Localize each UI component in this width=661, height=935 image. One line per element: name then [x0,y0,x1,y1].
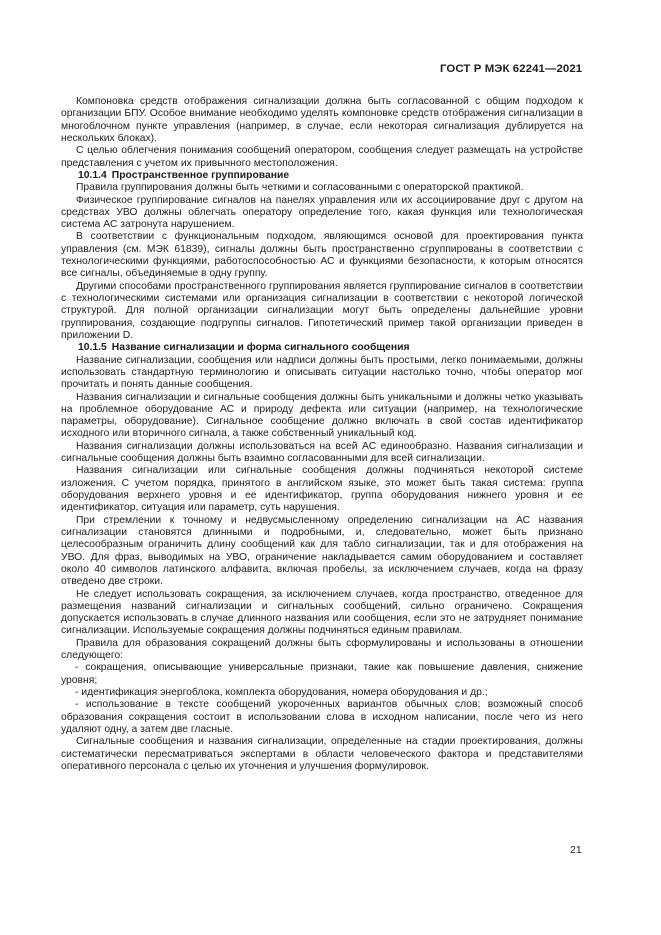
paragraph: Названия сигнализации и сигнальные сообщения должны быть уникальными и должны четко указывать на проблемное оборудование АС и природу дефекта или ситуации (например, на технологические параметры, оборудование). Сигнальное сообщение должно включать в свой состав идентификатор исходного или вторичного сигнала, а также собственный уникальный код. [61,391,583,440]
section-heading [61,342,583,354]
list-item: - использование в тексте сообщений укороченных вариантов обычных слов; возможный способ образования сокращения состоит в использовании слова в исходном написании, после чего из него удаляют одну, а затем две гласные. [61,699,583,735]
document-header: ГОСТ Р МЭК 62241—2021 [440,63,583,75]
section-number: 10.1.4 [78,169,107,181]
section-number: 10.1.5 [78,342,107,354]
paragraph: Правила группирования должны быть четкими и согласованными с операторской практикой. [76,182,524,194]
section-heading [61,170,583,182]
list-item: - идентификация энергоблока, комплекта оборудования, номера оборудования и др.; [75,687,488,698]
section-title: Пространственное группирование [111,169,290,181]
paragraph: Другими способами пространственного группирования является группирование сигналов в соответствии с технологическими системами или организация сигнализации в соответствии с некоторой логической структурой. Для полной организации сигнализации могут быть определены дальнейшие уровни группирования, создающие подгруппы сигналов. Гипотетический пример такой организации приведен в приложении D. [61,280,583,341]
paragraph: С целью облегчения понимания сообщений оператором, сообщения следует размещать на устройстве представления с учетом их привычного местоположения. [61,145,583,169]
paragraph: Компоновка средств отображения сигнализации должна быть согласованной с общим подходом к организации БПУ. Особое внимание необходимо уделять компоновке средств отображения сигнализации в многоблочном пункте управления (например, в случае, если некоторая сигнализация дублируется на нескольких блоках). [61,96,583,144]
paragraph: При стремлении к точному и недвусмысленному определению сигнализации на АС названия сигнализации становятся длинными и подробными, и, следовательно, может быть признано целесообразным ограничить длину сообщений как для табло сигнализации, так и для отображения на УВО. Для фраз, выводимых на УВО, ограничение накладывается самим оборудованием и составляет около 40 символов латинского алфавита, включая пробелы, за исключением случаев, когда на фразу отведено две строки. [61,514,583,588]
paragraph: Не следует использовать сокращения, за исключением случаев, когда пространство, отведенное для размещения названий сигнализации и сигнальных сообщений, сильно ограничено. Сокращения допускается использовать в случае длинного названия или сообщения, если это не затрудняет понимание сигнализации. Используемые сокращения должны подчиняться единым правилам. [61,588,583,637]
paragraph: Правила для образования сокращений должны быть сформулированы и использованы в отношении следующего: [61,637,583,662]
paragraph: Сигнальные сообщения и названия сигнализации, определенные на стадии проектирования, должны систематически пересматриваться экспертами в области человеческого фактора и представителями оперативного персонала с целью их уточнения и улучшения формулировок. [61,736,583,772]
page-number: 21 [570,844,582,856]
document-body [61,96,583,773]
list-item: - сокращения, описывающие универсальные признаки, такие как повышение давления, снижение уровня; [61,662,583,686]
paragraph: Физическое группирование сигналов на панелях управления или их ассоциирование друг с другом на средствах УВО должны облегчать оператору определение того, какая функция или технологическая система АС затронута нарушением. [61,194,583,231]
paragraph: В соответствии с функциональным подходом, являющимся основой для проектирования пункта управления (см. МЭК 61839), сигналы должны быть пространственно сгруппированы в соответствии с технологическими функциями, работоспособностью АС и функциями безопасности, к которым относятся все сигналы, объединяемые в одну группу. [61,231,583,280]
paragraph: Названия сигнализации или сигнальные сообщения должны подчиняться некоторой системе изложения. С учетом порядка, принятого в английском языке, это может быть такая система: группа оборудования верхнего уровня и ее идентификатор, группа оборудования нижнего уровня и ее идентификатор, ситуация или параметр, суть нарушения. [61,465,583,514]
paragraph: Название сигнализации, сообщения или надписи должны быть простыми, легко понимаемыми, должны использовать стандартную терминологию и описывать ситуации настолько точно, чтобы оператор мог прочитать и понять данные сообщения. [61,354,583,391]
section-title: Название сигнализации и форма сигнального сообщения [111,342,410,354]
paragraph: Названия сигнализации должны использоваться на всей АС единообразно. Названия сигнализации и сигнальные сообщения должны быть взаимно согласованными для всей сигнализации. [61,440,583,465]
